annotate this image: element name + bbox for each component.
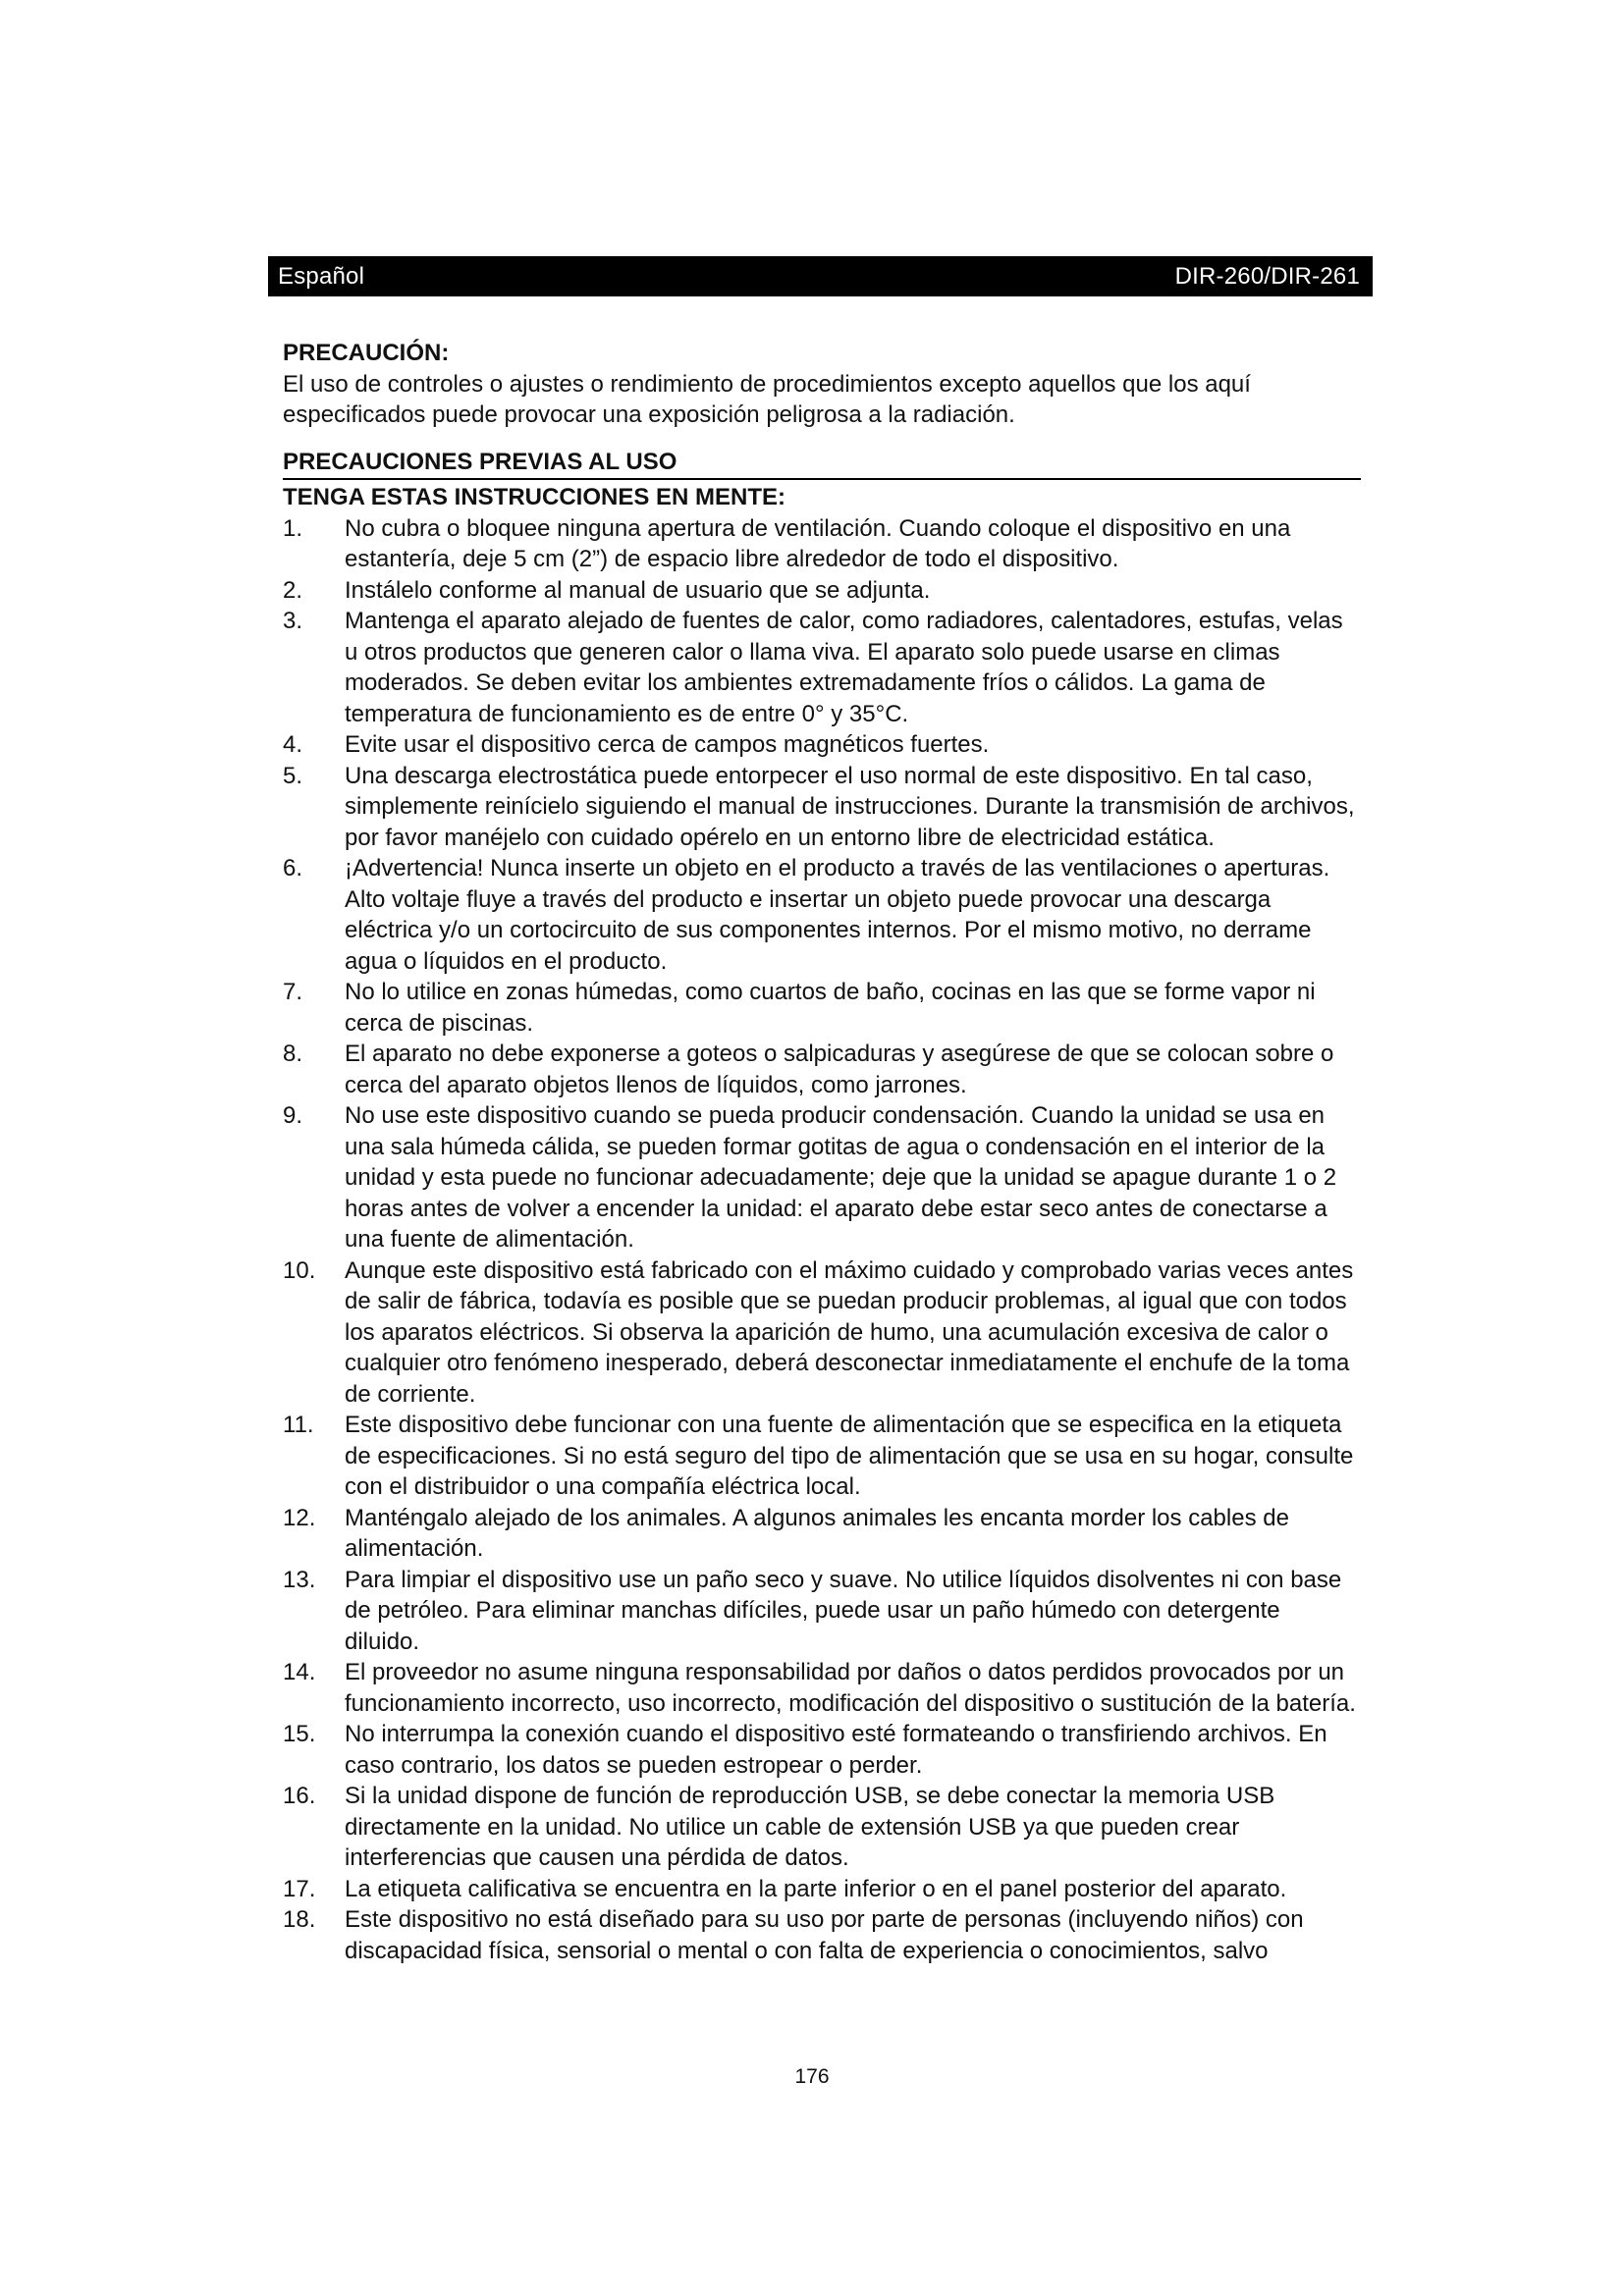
item-text: Aunque este dispositivo está fabricado con el máximo cuidado y comprobado varias veces antes de salir de fábrica, todavía es posible que se puedan producir problemas, al igual que con todos los aparatos eléctricos. Si observa la aparición de humo, una acumulación excesiva de calor o cualquier otro fenómeno inesperado, deberá desconectar inmediatamente el enchufe de la toma de corriente. (345, 1256, 1354, 1408)
header-language: Español (278, 262, 365, 290)
item-number: 10. (283, 1256, 316, 1284)
item-text: Mantenga el aparato alejado de fuentes de calor, como radiadores, calentadores, estufas, velas u otros productos que generen calor o llama viva. El aparato solo puede usarse en climas moderados. Se deben evitar los ambientes extremadamente fríos o cálidos. La gama de temperatura de funcionamiento es de entre 0° y 35°C. (345, 608, 1343, 727)
list-item (283, 1503, 1361, 1565)
list-item (283, 977, 1361, 1039)
item-text: ¡Advertencia! Nunca inserte un objeto en el producto a través de las ventilaciones o aperturas. Alto voltaje fluye a través del producto e insertar un objeto puede provocar una descarga eléctrica y/o un cortocircuito de sus componentes internos. Por el mismo motivo, no derrame agua o líquidos en el producto. (345, 855, 1330, 975)
item-text: Para limpiar el dispositivo use un paño seco y suave. No utilice líquidos disolventes ni con base de petróleo. Para eliminar manchas difíciles, puede usar un paño húmedo con detergente diluido. (345, 1566, 1342, 1655)
item-text: Instálelo conforme al manual de usuario que se adjunta. (345, 576, 931, 604)
item-text: El aparato no debe exponerse a goteos o salpicaduras y asegúrese de que se colocan sobre o cerca del aparato objetos llenos de líquidos, como jarrones. (345, 1041, 1334, 1098)
item-number: 5. (283, 762, 303, 789)
caution-text: El uso de controles o ajustes o rendimiento de procedimientos excepto aquellos que los aquí especificados puede provocar una exposición peligrosa a la radiación. (283, 370, 1251, 428)
item-text: No lo utilice en zonas húmedas, como cuartos de baño, cocinas en las que se forme vapor ni cerca de piscinas. (345, 979, 1316, 1037)
page-number: 176 (794, 2065, 830, 2088)
precautions-list (283, 513, 1361, 1967)
item-text: El proveedor no asume ninguna responsabilidad por daños o datos perdidos provocados por un funcionamiento incorrecto, uso incorrecto, modificación del dispositivo o sustitución de la batería. (345, 1659, 1356, 1717)
item-number: 8. (283, 1041, 303, 1067)
list-item (283, 1904, 1361, 1966)
list-item (283, 853, 1361, 977)
item-text: No interrumpa la conexión cuando el dispositivo esté formateando o transfiriendo archivos. En caso contrario, los datos se pueden estropear o perder. (345, 1721, 1327, 1779)
item-text: Este dispositivo no está diseñado para su uso por parte de personas (incluyendo niños) con discapacidad física, sensorial o mental o con falta de experiencia o conocimientos, salvo (345, 1906, 1304, 1964)
item-number: 15. (283, 1721, 316, 1747)
list-item (283, 513, 1361, 575)
item-number: 9. (283, 1102, 303, 1129)
item-number: 16. (283, 1783, 316, 1809)
list-item (283, 606, 1361, 729)
item-text: Una descarga electrostática puede entorpecer el uso normal de este dispositivo. En tal caso, simplemente reinícielo siguiendo el manual de instrucciones. Durante la transmisión de archivos, por favor manéjelo con cuidado opérelo en un entorno libre de electricidad estática. (345, 762, 1355, 851)
item-number: 11. (283, 1412, 314, 1438)
list-item (283, 761, 1361, 854)
item-number: 4. (283, 731, 303, 758)
header-model: DIR-260/DIR-261 (1174, 262, 1360, 290)
page-content (283, 338, 1361, 1966)
precautions-subtitle: TENGA ESTAS INSTRUCCIONES EN MENTE: (283, 484, 786, 510)
list-item (283, 1874, 1361, 1905)
list-item (283, 1781, 1361, 1874)
list-item (283, 1410, 1361, 1503)
item-number: 18. (283, 1906, 316, 1933)
caution-title: PRECAUCIÓN: (283, 340, 450, 366)
item-text: Si la unidad dispone de función de reproducción USB, se debe conectar la memoria USB directamente en la unidad. No utilice un cable de extensión USB ya que pueden crear interferencias que causen una pérdida de datos. (345, 1783, 1275, 1871)
item-text: La etiqueta calificativa se encuentra en la parte inferior o en el panel posterior del aparato. (345, 1875, 1287, 1902)
item-number: 3. (283, 608, 303, 634)
item-number: 6. (283, 855, 303, 881)
precautions-title: PRECAUCIONES PREVIAS AL USO (283, 448, 677, 475)
item-number: 17. (283, 1875, 316, 1902)
list-item (283, 575, 1361, 607)
list-item (283, 1719, 1361, 1781)
item-number: 12. (283, 1504, 316, 1531)
list-item (283, 1657, 1361, 1719)
list-item (283, 1100, 1361, 1255)
item-text: Evite usar el dispositivo cerca de campos magnéticos fuertes. (345, 731, 990, 758)
item-number: 1. (283, 514, 303, 542)
list-item (283, 1039, 1361, 1100)
item-number: 13. (283, 1566, 316, 1593)
item-number: 7. (283, 979, 303, 1005)
list-item (283, 1255, 1361, 1411)
item-number: 2. (283, 576, 303, 604)
item-text: No use este dispositivo cuando se pueda producir condensación. Cuando la unidad se usa en una sala húmeda cálida, se pueden formar gotitas de agua o condensación en el interior de la unidad y esta puede no funcionar adecuadamente; deje que la unidad se apague durante 1 o 2 horas antes de volver a encender la unidad: el aparato debe estar seco antes de conectarse a una fuente de alimentación. (345, 1102, 1337, 1253)
list-item (283, 1565, 1361, 1658)
item-text: Manténgalo alejado de los animales. A algunos animales les encanta morder los cables de alimentación. (345, 1504, 1289, 1562)
page-header-bar (268, 256, 1373, 296)
item-number: 14. (283, 1659, 316, 1685)
item-text: Este dispositivo debe funcionar con una fuente de alimentación que se especifica en la etiqueta de especificaciones. Si no está seguro del tipo de alimentación que se usa en su hogar, consulte con el distribuidor o una compañía eléctrica local. (345, 1412, 1354, 1500)
list-item (283, 729, 1361, 761)
item-text: No cubra o bloquee ninguna apertura de ventilación. Cuando coloque el dispositivo en una estantería, deje 5 cm (2”) de espacio libre alrededor de todo el dispositivo. (345, 514, 1291, 572)
section-divider (283, 478, 1361, 480)
